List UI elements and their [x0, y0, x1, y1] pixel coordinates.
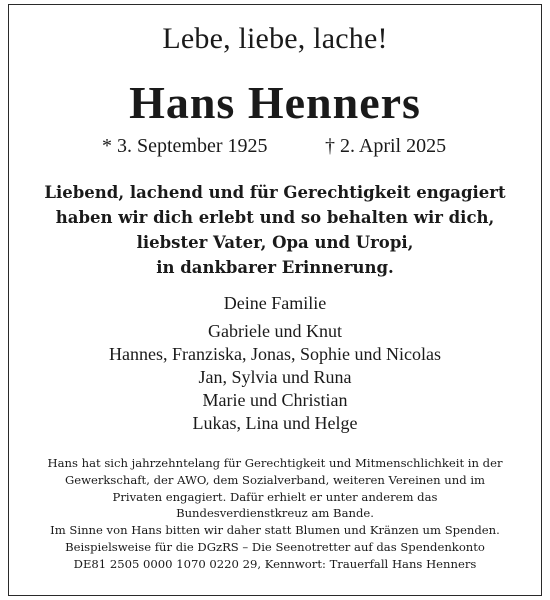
- donation-notice: [10, 455, 540, 573]
- family-member-line: Marie und Christian: [202, 390, 348, 410]
- notice-line: Im Sinne von Hans bitten wir daher statt Blumen und Kränzen um Spenden.: [50, 523, 500, 538]
- tribute-text: [0, 180, 550, 280]
- tribute-line: haben wir dich erlebt und so behalten wir dich,: [55, 208, 495, 227]
- notice-line: Beispielsweise für die DGzRS – Die Seenotretter auf das Spendenkonto: [65, 539, 485, 554]
- notice-line: Privaten engagiert. Dafür erhielt er unter anderem das: [112, 489, 438, 504]
- family-header: Deine Familie: [223, 293, 327, 313]
- tribute-line: Liebend, lachend und für Gerechtigkeit engagiert: [44, 183, 506, 202]
- notice-line: DE81 2505 0000 1070 0220 29, Kennwort: Trauerfall Hans Henners: [73, 556, 477, 571]
- tribute-line: in dankbarer Erinnerung.: [156, 258, 394, 277]
- motto-heading: Lebe, liebe, lache!: [162, 22, 388, 55]
- notice-line: Hans hat sich jahrzehntelang für Gerechtigkeit und Mitmenschlichkeit in der: [47, 456, 503, 470]
- birth-date: * 3. September 1925: [102, 135, 268, 157]
- tribute-line: liebster Vater, Opa und Uropi,: [136, 233, 414, 252]
- family-member-line: Lukas, Lina und Helge: [192, 413, 358, 433]
- family-member-line: Hannes, Franziska, Jonas, Sophie und Nicolas: [109, 344, 441, 364]
- family-member-line: Jan, Sylvia und Runa: [198, 367, 352, 387]
- death-date: † 2. April 2025: [325, 135, 447, 157]
- family-members-list: [0, 320, 550, 435]
- notice-line: Gewerkschaft, der AWO, dem Sozialverband, weiteren Vereinen und im: [64, 472, 486, 487]
- family-member-line: Gabriele und Knut: [208, 321, 342, 341]
- notice-line: Bundesverdienstkreuz am Bande.: [176, 506, 374, 521]
- deceased-name: Hans Henners: [129, 77, 421, 128]
